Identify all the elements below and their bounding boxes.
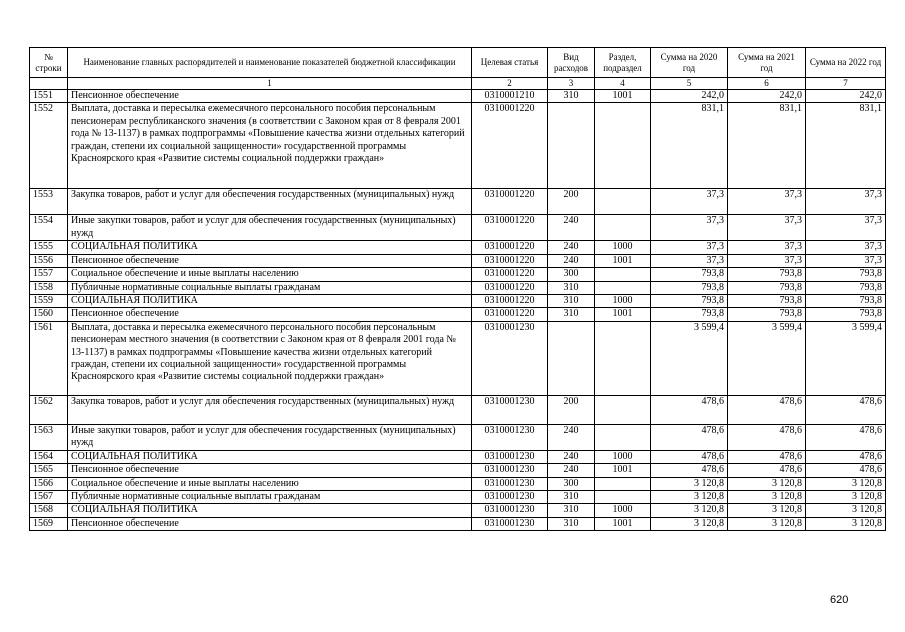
- row-sum-2022: 831,1: [806, 103, 886, 189]
- row-target-article: 0310001230: [472, 504, 548, 517]
- row-number: 1562: [30, 395, 68, 424]
- row-expense-type: 310: [548, 90, 595, 103]
- row-expense-type: 310: [548, 295, 595, 308]
- row-target-article: 0310001220: [472, 189, 548, 215]
- row-section: 1000: [595, 504, 651, 517]
- column-index: 5: [651, 78, 728, 90]
- row-name: Пенсионное обеспечение: [68, 308, 472, 321]
- row-sum-2020: 793,8: [651, 281, 728, 294]
- table-row: [30, 281, 886, 294]
- column-index: 2: [472, 78, 548, 90]
- row-sum-2022: 3 120,8: [806, 477, 886, 490]
- row-name: Иные закупки товаров, работ и услуг для обеспечения государственных (муниципальных) нужд: [68, 215, 472, 241]
- row-number: 1561: [30, 321, 68, 395]
- row-expense-type: 300: [548, 268, 595, 281]
- row-number: 1559: [30, 295, 68, 308]
- row-name: Пенсионное обеспечение: [68, 254, 472, 267]
- row-section: [595, 477, 651, 490]
- row-sum-2021: 478,6: [728, 450, 806, 463]
- row-number: 1551: [30, 90, 68, 103]
- row-name: Пенсионное обеспечение: [68, 517, 472, 530]
- table-row: [30, 189, 886, 215]
- row-section: [595, 103, 651, 189]
- row-section: [595, 321, 651, 395]
- row-sum-2020: 37,3: [651, 241, 728, 254]
- row-number: 1552: [30, 103, 68, 189]
- row-number: 1565: [30, 464, 68, 477]
- row-target-article: 0310001220: [472, 254, 548, 267]
- row-number: 1556: [30, 254, 68, 267]
- row-sum-2021: 478,6: [728, 424, 806, 450]
- row-sum-2020: 37,3: [651, 254, 728, 267]
- row-sum-2022: 3 120,8: [806, 517, 886, 530]
- row-expense-type: 240: [548, 215, 595, 241]
- row-expense-type: 240: [548, 254, 595, 267]
- row-number: 1560: [30, 308, 68, 321]
- row-sum-2020: 3 120,8: [651, 491, 728, 504]
- row-sum-2020: 3 599,4: [651, 321, 728, 395]
- row-section: 1001: [595, 517, 651, 530]
- column-index: 7: [806, 78, 886, 90]
- table-header: [30, 48, 886, 90]
- row-sum-2022: 3 120,8: [806, 491, 886, 504]
- row-target-article: 0310001220: [472, 268, 548, 281]
- row-sum-2021: 3 599,4: [728, 321, 806, 395]
- row-target-article: 0310001230: [472, 395, 548, 424]
- row-target-article: 0310001230: [472, 424, 548, 450]
- row-section: 1000: [595, 450, 651, 463]
- row-sum-2020: 478,6: [651, 395, 728, 424]
- row-section: [595, 281, 651, 294]
- row-sum-2022: 478,6: [806, 395, 886, 424]
- table-row: [30, 477, 886, 490]
- row-sum-2021: 793,8: [728, 295, 806, 308]
- row-target-article: 0310001220: [472, 215, 548, 241]
- table-row: [30, 491, 886, 504]
- row-number: 1563: [30, 424, 68, 450]
- row-sum-2021: 3 120,8: [728, 477, 806, 490]
- row-expense-type: 310: [548, 517, 595, 530]
- row-expense-type: [548, 103, 595, 189]
- table-row: [30, 295, 886, 308]
- table-row: [30, 450, 886, 463]
- row-expense-type: 310: [548, 491, 595, 504]
- row-sum-2020: 478,6: [651, 464, 728, 477]
- table-row: [30, 241, 886, 254]
- row-sum-2022: 3 120,8: [806, 504, 886, 517]
- row-section: 1000: [595, 241, 651, 254]
- row-section: 1000: [595, 295, 651, 308]
- row-target-article: 0310001220: [472, 103, 548, 189]
- row-sum-2020: 478,6: [651, 450, 728, 463]
- row-section: 1001: [595, 464, 651, 477]
- row-sum-2022: 478,6: [806, 464, 886, 477]
- table-body: [30, 90, 886, 531]
- header-expense-type: Вид расходов: [548, 48, 595, 78]
- table-row: [30, 504, 886, 517]
- row-sum-2021: 793,8: [728, 308, 806, 321]
- table-row: [30, 215, 886, 241]
- row-name: Выплата, доставка и пересылка ежемесячного персонального пособия персональным пенсионерам местного значения (в соответствии с Законом края от 8 февраля 2001 года № 13-1137) в рамках подпрограммы «Повышение качества жизни отдельных категорий граждан, степени их социальной защищенности» государственной программы Красноярского края «Развитие системы социальной поддержки граждан»: [68, 321, 472, 395]
- column-index: 4: [595, 78, 651, 90]
- table-row: [30, 254, 886, 267]
- row-sum-2020: 3 120,8: [651, 477, 728, 490]
- row-section: [595, 424, 651, 450]
- row-name: СОЦИАЛЬНАЯ ПОЛИТИКА: [68, 295, 472, 308]
- table-row: [30, 517, 886, 530]
- row-target-article: 0310001220: [472, 295, 548, 308]
- row-section: 1001: [595, 90, 651, 103]
- header-row-number: № строки: [30, 48, 68, 78]
- row-sum-2021: 242,0: [728, 90, 806, 103]
- row-target-article: 0310001220: [472, 308, 548, 321]
- row-name: Выплата, доставка и пересылка ежемесячного персонального пособия персональным пенсионерам республиканского значения (в соответствии с Законом края от 8 февраля 2001 года № 13-1137) в рамках подпрограммы «Повышение качества жизни отдельных категорий граждан, степени их социальной защищенности» государственной программы Красноярского края «Развитие системы социальной поддержки граждан»: [68, 103, 472, 189]
- row-sum-2021: 478,6: [728, 395, 806, 424]
- row-section: [595, 215, 651, 241]
- row-sum-2021: 3 120,8: [728, 517, 806, 530]
- row-sum-2021: 37,3: [728, 189, 806, 215]
- row-sum-2020: 478,6: [651, 424, 728, 450]
- header-section: Раздел, подраздел: [595, 48, 651, 78]
- row-sum-2022: 793,8: [806, 308, 886, 321]
- row-number: 1555: [30, 241, 68, 254]
- row-sum-2021: 793,8: [728, 268, 806, 281]
- row-number: 1566: [30, 477, 68, 490]
- row-sum-2021: 793,8: [728, 281, 806, 294]
- row-sum-2022: 37,3: [806, 215, 886, 241]
- row-sum-2020: 831,1: [651, 103, 728, 189]
- table-row: [30, 395, 886, 424]
- row-section: 1001: [595, 308, 651, 321]
- row-sum-2020: 3 120,8: [651, 504, 728, 517]
- row-sum-2022: 793,8: [806, 281, 886, 294]
- row-number: 1553: [30, 189, 68, 215]
- row-name: Социальное обеспечение и иные выплаты населению: [68, 268, 472, 281]
- row-number: 1568: [30, 504, 68, 517]
- row-target-article: 0310001230: [472, 491, 548, 504]
- row-sum-2020: 793,8: [651, 268, 728, 281]
- row-sum-2021: 3 120,8: [728, 491, 806, 504]
- row-expense-type: 240: [548, 450, 595, 463]
- column-index: 6: [728, 78, 806, 90]
- row-sum-2021: 478,6: [728, 464, 806, 477]
- column-index: 1: [68, 78, 472, 90]
- row-target-article: 0310001230: [472, 321, 548, 395]
- row-expense-type: 240: [548, 424, 595, 450]
- row-name: СОЦИАЛЬНАЯ ПОЛИТИКА: [68, 241, 472, 254]
- row-sum-2022: 478,6: [806, 450, 886, 463]
- column-index: 3: [548, 78, 595, 90]
- row-number: 1567: [30, 491, 68, 504]
- row-name: Закупка товаров, работ и услуг для обеспечения государственных (муниципальных) нужд: [68, 189, 472, 215]
- table-row: [30, 90, 886, 103]
- row-sum-2020: 37,3: [651, 189, 728, 215]
- page-number: 620: [830, 594, 849, 606]
- row-name: Закупка товаров, работ и услуг для обеспечения государственных (муниципальных) нужд: [68, 395, 472, 424]
- row-name: Пенсионное обеспечение: [68, 90, 472, 103]
- row-sum-2022: 37,3: [806, 241, 886, 254]
- row-section: [595, 189, 651, 215]
- row-name: СОЦИАЛЬНАЯ ПОЛИТИКА: [68, 450, 472, 463]
- column-index: [30, 78, 68, 90]
- row-sum-2021: 37,3: [728, 241, 806, 254]
- row-target-article: 0310001210: [472, 90, 548, 103]
- table-row: [30, 308, 886, 321]
- row-sum-2022: 3 599,4: [806, 321, 886, 395]
- row-number: 1564: [30, 450, 68, 463]
- row-sum-2021: 37,3: [728, 254, 806, 267]
- table-row: [30, 103, 886, 189]
- column-index-row: [30, 78, 886, 90]
- row-number: 1558: [30, 281, 68, 294]
- row-sum-2021: 3 120,8: [728, 504, 806, 517]
- row-section: 1001: [595, 254, 651, 267]
- row-name: Пенсионное обеспечение: [68, 464, 472, 477]
- table-row: [30, 321, 886, 395]
- row-name: Публичные нормативные социальные выплаты гражданам: [68, 491, 472, 504]
- table-row: [30, 268, 886, 281]
- row-expense-type: 240: [548, 241, 595, 254]
- table-row: [30, 424, 886, 450]
- row-sum-2022: 37,3: [806, 254, 886, 267]
- row-expense-type: [548, 321, 595, 395]
- row-sum-2022: 242,0: [806, 90, 886, 103]
- row-sum-2022: 793,8: [806, 295, 886, 308]
- table-row: [30, 464, 886, 477]
- row-target-article: 0310001220: [472, 281, 548, 294]
- row-section: [595, 491, 651, 504]
- row-sum-2020: 37,3: [651, 215, 728, 241]
- header-sum-2021: Сумма на 2021 год: [728, 48, 806, 78]
- row-name: Социальное обеспечение и иные выплаты населению: [68, 477, 472, 490]
- row-target-article: 0310001230: [472, 464, 548, 477]
- row-name: СОЦИАЛЬНАЯ ПОЛИТИКА: [68, 504, 472, 517]
- row-number: 1557: [30, 268, 68, 281]
- row-target-article: 0310001220: [472, 241, 548, 254]
- row-sum-2021: 37,3: [728, 215, 806, 241]
- row-name: Публичные нормативные социальные выплаты гражданам: [68, 281, 472, 294]
- header-sum-2022: Сумма на 2022 год: [806, 48, 886, 78]
- header-target-article: Целевая статья: [472, 48, 548, 78]
- row-expense-type: 300: [548, 477, 595, 490]
- row-expense-type: 310: [548, 504, 595, 517]
- row-expense-type: 310: [548, 308, 595, 321]
- row-number: 1569: [30, 517, 68, 530]
- row-section: [595, 395, 651, 424]
- row-sum-2022: 793,8: [806, 268, 886, 281]
- row-sum-2022: 37,3: [806, 189, 886, 215]
- row-sum-2021: 831,1: [728, 103, 806, 189]
- row-sum-2022: 478,6: [806, 424, 886, 450]
- row-sum-2020: 3 120,8: [651, 517, 728, 530]
- row-expense-type: 200: [548, 189, 595, 215]
- row-name: Иные закупки товаров, работ и услуг для обеспечения государственных (муниципальных) нужд: [68, 424, 472, 450]
- row-expense-type: 200: [548, 395, 595, 424]
- row-sum-2020: 793,8: [651, 295, 728, 308]
- row-expense-type: 310: [548, 281, 595, 294]
- row-target-article: 0310001230: [472, 477, 548, 490]
- header-name: Наименование главных распорядителей и наименование показателей бюджетной классификации: [68, 48, 472, 78]
- row-expense-type: 240: [548, 464, 595, 477]
- budget-table: [29, 47, 886, 531]
- header-sum-2020: Сумма на 2020 год: [651, 48, 728, 78]
- row-sum-2020: 242,0: [651, 90, 728, 103]
- row-sum-2020: 793,8: [651, 308, 728, 321]
- row-number: 1554: [30, 215, 68, 241]
- row-target-article: 0310001230: [472, 517, 548, 530]
- row-target-article: 0310001230: [472, 450, 548, 463]
- row-section: [595, 268, 651, 281]
